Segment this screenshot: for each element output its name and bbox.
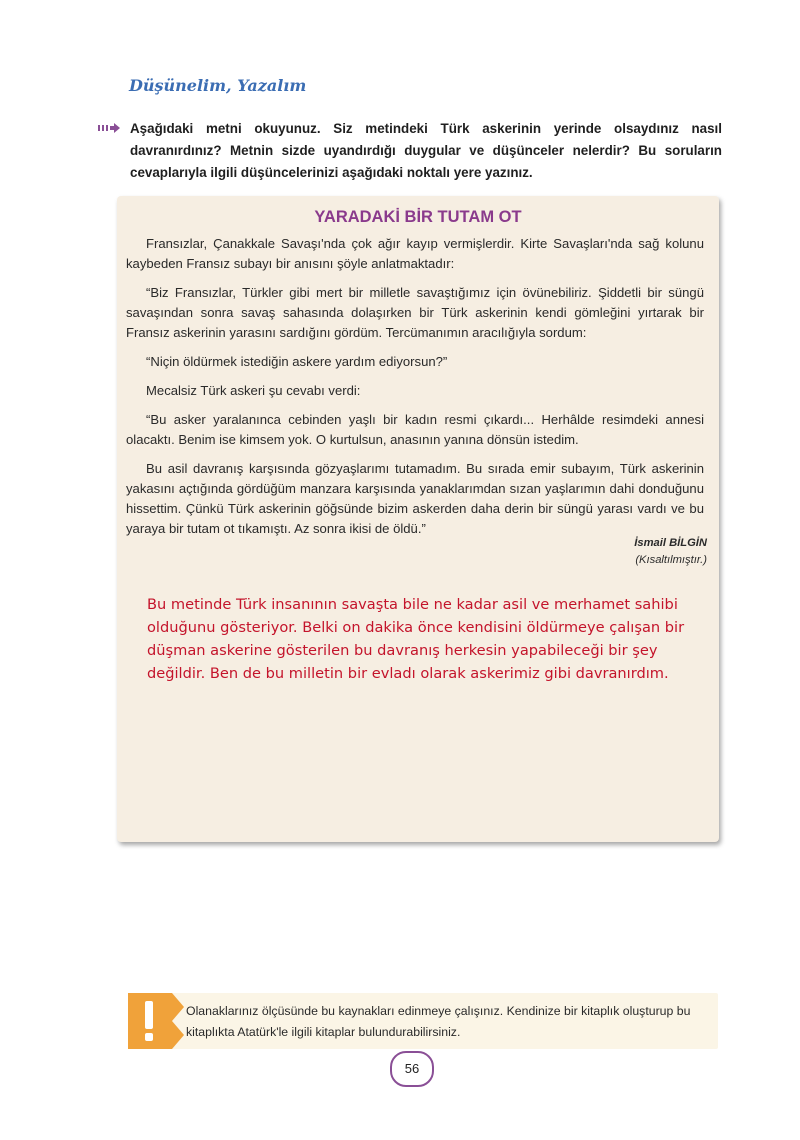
arrow-right-icon — [98, 123, 120, 133]
passage-paragraph: Bu asil davranış karşısında gözyaşlarımı tutamadım. Bu sırada emir subayım, Türk askerinin yakasını açtığında gördüğüm manzara karşısında yanaklarımdan sızan yaşlarımın dahi donduğunu hissettim. Çünkü Türk askerinin göğsünde bizim askerden daha derin bir süngü yarası vardı ve bu yaraya bir tutam ot tıkamıştı. Az sonra ikisi de öldü.” — [126, 461, 704, 536]
instruction-text: Aşağıdaki metni okuyunuz. Siz metindeki Türk askerinin yerinde olsaydınız nasıl davranırdınız? Metnin sizde uyandırdığı duygular ve düşünceler nelerdir? Bu soruların cevaplarıyla ilgili düşüncelerinizi aşağıdaki noktalı yere yazınız. — [130, 121, 722, 180]
passage-paragraph: “Niçin öldürmek istediğin askere yardım ediyorsun?” — [146, 354, 448, 369]
note-box — [128, 993, 718, 1049]
exclamation-icon — [128, 993, 184, 1049]
author-name: İsmail BİLGİN — [634, 537, 707, 549]
handwritten-answer[interactable]: Bu metinde Türk insanının savaşta bile ne kadar asil ve merhamet sahibi olduğunu gösteriyor. Belki on dakika önce kendisini öldürmeye çalışan bir düşman askerine gösterilen bu davranış herkesin yapabileceği bir şey değildir. Ben de bu milletin bir evladı olarak askerimiz gibi davranırdım. — [147, 596, 685, 682]
passage-body — [126, 234, 704, 548]
passage-paragraph: “Bu asker yaralanınca cebinden yaşlı bir kadın resmi çıkardı... Herhâlde resimdeki annesi olacaktı. Benim ise kimsem yok. O kurtulsun, anasının yanına dönsün istedim. — [126, 412, 704, 447]
note-text: Olanaklarınız ölçüsünde bu kaynakları edinmeye çalışınız. Kendinize bir kitaplık oluşturup bu kitaplıkta Atatürk'le ilgili kitaplar bulundurabilirsiniz. — [186, 1004, 691, 1039]
signature — [634, 535, 707, 569]
passage-box — [117, 196, 719, 842]
passage-paragraph: Fransızlar, Çanakkale Savaşı'nda çok ağır kayıp vermişlerdir. Kirte Savaşları'nda sağ kolunu kaybeden Fransız subayı bir anısını şöyle anlatmaktadır: — [126, 236, 704, 271]
passage-title: YARADAKİ BİR TUTAM OT — [314, 208, 522, 226]
passage-paragraph: Mecalsiz Türk askeri şu cevabı verdi: — [146, 383, 361, 398]
passage-paragraph: “Biz Fransızlar, Türkler gibi mert bir milletle savaştığımız için övünebiliriz. Şiddetli bir süngü savaşından sonra savaş sahasında dolaşırken bir Türk askerinin kendi gömleğini yırtarak bir Fransız askerinin yarasını sardığını gördüm. Tercümanımın aracılığıyla sordum: — [126, 285, 704, 340]
page-number: 56 — [390, 1051, 434, 1087]
source-note: (Kısaltılmıştır.) — [635, 554, 707, 566]
section-title: Düşünelim, Yazalım — [129, 76, 307, 95]
